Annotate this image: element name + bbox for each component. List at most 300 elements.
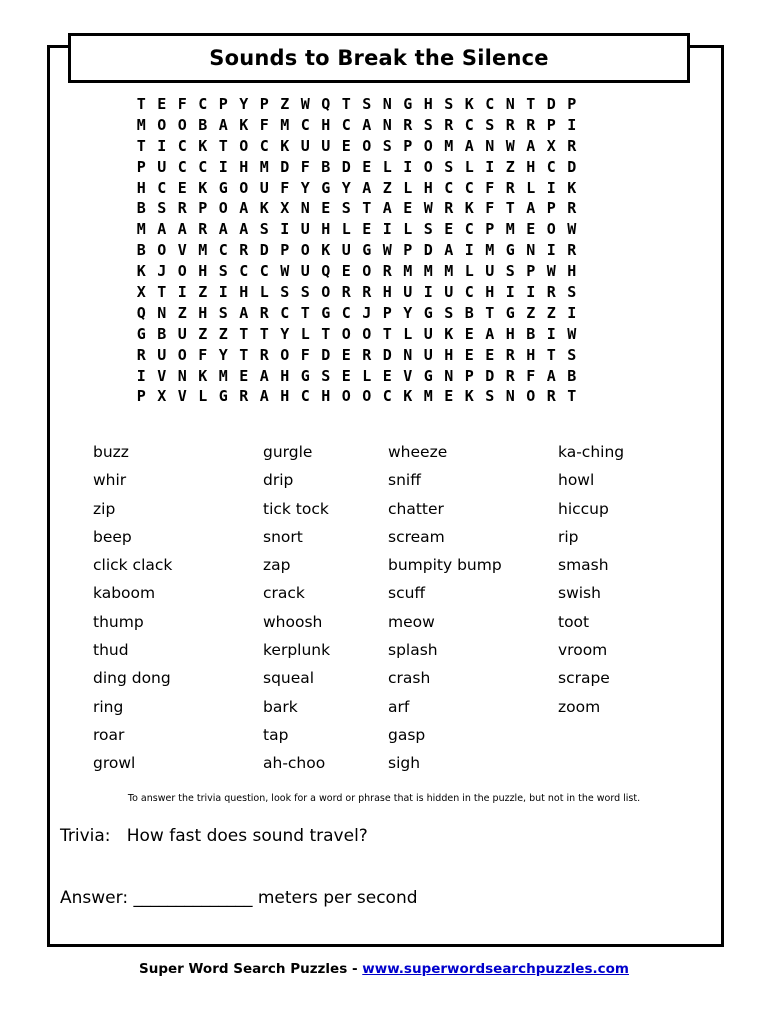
grid-letter: K — [444, 324, 454, 343]
grid-letter: C — [464, 115, 474, 134]
grid-row — [131, 219, 582, 240]
word-list-item: whir — [93, 471, 127, 490]
grid-letter: U — [259, 178, 269, 197]
word-list-item: scream — [388, 527, 445, 546]
grid-letter: B — [136, 241, 146, 260]
grid-letter: T — [505, 199, 515, 218]
grid-letter: Z — [280, 95, 290, 113]
grid-letter: H — [505, 324, 515, 343]
grid-letter: A — [464, 136, 474, 155]
grid-letter: M — [136, 220, 146, 239]
grid-letter: C — [464, 178, 474, 197]
grid-letter: X — [280, 199, 290, 218]
grid-letter: D — [259, 241, 269, 260]
grid-letter: A — [485, 324, 495, 343]
grid-letter: R — [505, 115, 515, 134]
grid-letter: H — [567, 262, 577, 281]
grid-letter: K — [321, 241, 331, 260]
grid-letter: H — [382, 283, 392, 302]
grid-letter: N — [505, 95, 515, 113]
grid-letter: K — [239, 115, 249, 134]
grid-letter: S — [567, 345, 577, 364]
grid-letter: R — [136, 345, 146, 364]
grid-letter: K — [464, 199, 474, 218]
grid-letter: P — [136, 387, 146, 406]
grid-letter: M — [485, 241, 495, 260]
grid-letter: A — [218, 115, 228, 134]
trivia-label: Trivia: — [60, 826, 111, 846]
grid-letter: S — [218, 303, 228, 322]
word-list-item: crack — [263, 584, 305, 603]
word-list-item: splash — [388, 641, 438, 660]
grid-letter: E — [403, 199, 413, 218]
grid-letter: D — [423, 241, 433, 260]
grid-row — [131, 136, 582, 157]
grid-letter: R — [362, 345, 372, 364]
grid-letter: T — [567, 387, 577, 406]
grid-letter: F — [300, 345, 310, 364]
grid-letter: U — [300, 262, 310, 281]
grid-letter: A — [444, 241, 454, 260]
grid-letter: I — [382, 220, 392, 239]
grid-letter: P — [464, 366, 474, 385]
grid-letter: H — [423, 178, 433, 197]
grid-letter: T — [321, 324, 331, 343]
grid-letter: A — [157, 220, 167, 239]
grid-letter: F — [198, 345, 208, 364]
grid-letter: F — [177, 95, 187, 113]
grid-letter: S — [567, 283, 577, 302]
grid-letter: S — [444, 95, 454, 113]
word-list-item: whoosh — [263, 612, 323, 631]
grid-letter: O — [177, 262, 187, 281]
grid-letter: R — [239, 241, 249, 260]
grid-letter: I — [218, 157, 228, 176]
grid-letter: T — [239, 324, 249, 343]
grid-letter: C — [464, 220, 474, 239]
grid-letter: S — [444, 303, 454, 322]
grid-letter: N — [444, 366, 454, 385]
grid-letter: N — [485, 136, 495, 155]
grid-letter: G — [505, 241, 515, 260]
grid-letter: S — [321, 366, 331, 385]
grid-letter: Y — [280, 324, 290, 343]
grid-letter: G — [362, 241, 372, 260]
grid-letter: H — [239, 157, 249, 176]
grid-letter: Z — [505, 157, 515, 176]
grid-letter: A — [177, 220, 187, 239]
grid-letter: L — [526, 178, 536, 197]
grid-letter: Y — [300, 178, 310, 197]
grid-letter: O — [423, 157, 433, 176]
word-list-item: thud — [93, 641, 129, 660]
grid-letter: U — [423, 345, 433, 364]
grid-letter: I — [218, 283, 228, 302]
grid-letter: P — [546, 115, 556, 134]
grid-letter: G — [403, 95, 413, 113]
grid-letter: F — [485, 178, 495, 197]
grid-letter: H — [526, 157, 536, 176]
grid-letter: O — [280, 345, 290, 364]
grid-letter: H — [280, 366, 290, 385]
word-list-item: zip — [93, 499, 116, 518]
grid-letter: G — [321, 303, 331, 322]
grid-letter: P — [546, 199, 556, 218]
grid-letter: B — [157, 324, 167, 343]
grid-letter: R — [177, 199, 187, 218]
grid-letter: O — [546, 220, 556, 239]
grid-letter: L — [382, 157, 392, 176]
grid-letter: L — [403, 220, 413, 239]
trivia-question: How fast does sound travel? — [126, 826, 368, 846]
grid-letter: I — [546, 178, 556, 197]
word-list-item: rip — [558, 527, 579, 546]
grid-letter: F — [300, 157, 310, 176]
grid-letter: H — [485, 283, 495, 302]
grid-letter: N — [403, 345, 413, 364]
grid-letter: N — [177, 366, 187, 385]
title-box — [68, 33, 690, 83]
word-list-item: arf — [388, 697, 410, 716]
word-column — [558, 438, 624, 721]
grid-letter: S — [444, 157, 454, 176]
grid-letter: F — [280, 178, 290, 197]
grid-letter: L — [300, 324, 310, 343]
grid-letter: U — [300, 136, 310, 155]
grid-letter: O — [341, 387, 351, 406]
grid-letter: W — [567, 220, 577, 239]
word-list-item: vroom — [558, 641, 608, 660]
word-list-item: thump — [93, 612, 144, 631]
grid-letter: G — [300, 366, 310, 385]
grid-letter: H — [280, 387, 290, 406]
word-list-item: bark — [263, 697, 298, 716]
grid-letter: R — [505, 178, 515, 197]
grid-letter: C — [177, 157, 187, 176]
grid-letter: T — [218, 136, 228, 155]
grid-letter: U — [321, 136, 331, 155]
grid-letter: C — [546, 157, 556, 176]
grid-letter: O — [157, 241, 167, 260]
page-title: Sounds to Break the Silence — [209, 46, 549, 70]
grid-letter: M — [218, 366, 228, 385]
grid-letter: I — [546, 241, 556, 260]
grid-letter: P — [198, 199, 208, 218]
grid-letter: R — [444, 115, 454, 134]
grid-letter: H — [423, 95, 433, 113]
grid-letter: S — [280, 283, 290, 302]
grid-letter: S — [300, 283, 310, 302]
grid-letter: H — [444, 345, 454, 364]
grid-letter: B — [136, 199, 146, 218]
grid-letter: S — [485, 115, 495, 134]
footer — [0, 961, 768, 977]
grid-row — [131, 178, 582, 199]
grid-letter: D — [321, 345, 331, 364]
grid-letter: S — [259, 220, 269, 239]
grid-letter: O — [239, 178, 249, 197]
grid-letter: C — [177, 136, 187, 155]
grid-letter: D — [280, 157, 290, 176]
grid-letter: D — [382, 345, 392, 364]
grid-row — [131, 282, 582, 303]
word-list-item: ding dong — [93, 669, 171, 688]
grid-letter: K — [464, 387, 474, 406]
grid-letter: O — [341, 324, 351, 343]
grid-letter: G — [136, 324, 146, 343]
grid-row — [131, 345, 582, 366]
grid-letter: C — [198, 157, 208, 176]
grid-letter: N — [300, 199, 310, 218]
word-list-item: bumpity bump — [388, 556, 502, 575]
word-column — [388, 438, 502, 778]
grid-letter: T — [300, 303, 310, 322]
grid-letter: D — [341, 157, 351, 176]
grid-letter: I — [280, 220, 290, 239]
grid-letter: T — [136, 136, 146, 155]
word-list-item: smash — [558, 556, 609, 575]
grid-letter: K — [403, 387, 413, 406]
grid-letter: L — [403, 178, 413, 197]
grid-letter: G — [218, 178, 228, 197]
grid-letter: D — [546, 95, 556, 113]
grid-letter: C — [259, 136, 269, 155]
word-list-item: beep — [93, 527, 132, 546]
grid-letter: R — [444, 199, 454, 218]
grid-letter: W — [505, 136, 515, 155]
grid-letter: O — [526, 387, 536, 406]
grid-letter: C — [300, 115, 310, 134]
answer-label: Answer: — [60, 888, 129, 908]
grid-letter: A — [239, 199, 249, 218]
word-list-item: zap — [263, 556, 291, 575]
grid-letter: Z — [218, 324, 228, 343]
grid-letter: E — [157, 95, 167, 113]
word-list-item: scrape — [558, 669, 610, 688]
grid-letter: I — [136, 366, 146, 385]
grid-letter: V — [157, 366, 167, 385]
grid-letter: Z — [198, 283, 208, 302]
word-list-item: snort — [263, 527, 303, 546]
grid-letter: S — [157, 199, 167, 218]
grid-letter: C — [198, 95, 208, 113]
grid-letter: B — [321, 157, 331, 176]
grid-letter: M — [505, 220, 515, 239]
grid-letter: I — [485, 157, 495, 176]
grid-letter: U — [485, 262, 495, 281]
grid-letter: C — [464, 283, 474, 302]
grid-letter: S — [218, 262, 228, 281]
grid-letter: K — [280, 136, 290, 155]
grid-letter: H — [321, 220, 331, 239]
grid-row — [131, 198, 582, 219]
grid-letter: S — [423, 115, 433, 134]
grid-letter: N — [382, 95, 392, 113]
trivia-instruction: To answer the trivia question, look for a word or phrase that is hidden in the puzzle, but not in the word list. — [127, 793, 641, 804]
word-list-item: gurgle — [263, 443, 313, 461]
grid-letter: K — [198, 366, 208, 385]
grid-letter: R — [567, 136, 577, 155]
grid-row — [131, 324, 582, 345]
grid-letter: D — [485, 366, 495, 385]
grid-letter: X — [136, 283, 146, 302]
grid-row — [131, 240, 582, 261]
grid-letter: T — [341, 95, 351, 113]
grid-letter: C — [341, 303, 351, 322]
word-list-item: wheeze — [388, 443, 448, 461]
grid-letter: Q — [136, 303, 146, 322]
grid-letter: H — [526, 345, 536, 364]
grid-letter: U — [177, 324, 187, 343]
grid-letter: O — [362, 136, 372, 155]
grid-letter: Z — [546, 303, 556, 322]
grid-letter: T — [546, 345, 556, 364]
word-list-item: tap — [263, 725, 289, 744]
grid-letter: Q — [321, 95, 331, 113]
grid-letter: P — [403, 136, 413, 155]
grid-letter: O — [362, 262, 372, 281]
grid-letter: Y — [403, 303, 413, 322]
grid-letter: E — [464, 345, 474, 364]
word-list-item: click clack — [93, 556, 173, 575]
grid-letter: Z — [177, 303, 187, 322]
grid-letter: R — [546, 387, 556, 406]
grid-row — [131, 94, 582, 115]
letter-grid — [131, 94, 582, 407]
grid-letter: B — [198, 115, 208, 134]
grid-letter: U — [444, 283, 454, 302]
grid-letter: E — [464, 324, 474, 343]
grid-letter: O — [239, 136, 249, 155]
grid-letter: P — [259, 95, 269, 113]
grid-letter: I — [567, 115, 577, 134]
grid-letter: A — [218, 220, 228, 239]
grid-letter: C — [382, 387, 392, 406]
word-list-item: ka-ching — [558, 443, 625, 461]
grid-letter: O — [423, 136, 433, 155]
grid-letter: Z — [526, 303, 536, 322]
word-list-item: gasp — [388, 725, 426, 744]
grid-letter: E — [362, 157, 372, 176]
grid-letter: P — [485, 220, 495, 239]
grid-letter: C — [218, 241, 228, 260]
grid-letter: X — [546, 136, 556, 155]
grid-letter: A — [259, 366, 269, 385]
grid-letter: R — [526, 115, 536, 134]
grid-letter: L — [259, 283, 269, 302]
grid-letter: A — [259, 387, 269, 406]
grid-letter: F — [526, 366, 536, 385]
grid-letter: E — [362, 220, 372, 239]
grid-letter: A — [526, 199, 536, 218]
grid-letter: L — [464, 157, 474, 176]
grid-letter: T — [526, 95, 536, 113]
word-list-item: ring — [93, 697, 124, 716]
grid-letter: E — [485, 345, 495, 364]
word-list-item: meow — [388, 612, 435, 631]
grid-letter: T — [485, 303, 495, 322]
word-column — [93, 438, 172, 778]
grid-letter: K — [136, 262, 146, 281]
grid-letter: U — [423, 324, 433, 343]
grid-row — [131, 366, 582, 387]
grid-letter: N — [526, 241, 536, 260]
grid-letter: H — [321, 387, 331, 406]
grid-row — [131, 157, 582, 178]
grid-letter: S — [423, 220, 433, 239]
grid-letter: Z — [382, 178, 392, 197]
grid-letter: O — [300, 241, 310, 260]
grid-letter: I — [567, 303, 577, 322]
grid-letter: Y — [218, 345, 228, 364]
grid-letter: G — [423, 366, 433, 385]
grid-letter: L — [198, 387, 208, 406]
grid-letter: Y — [341, 178, 351, 197]
grid-letter: C — [157, 178, 167, 197]
grid-letter: I — [177, 283, 187, 302]
grid-letter: O — [321, 283, 331, 302]
grid-letter: Z — [198, 324, 208, 343]
grid-letter: U — [157, 157, 167, 176]
grid-letter: T — [362, 199, 372, 218]
grid-letter: G — [505, 303, 515, 322]
grid-letter: Q — [321, 262, 331, 281]
grid-letter: R — [505, 366, 515, 385]
grid-letter: T — [382, 324, 392, 343]
word-list-item: ah-choo — [263, 754, 326, 773]
grid-letter: J — [157, 262, 167, 281]
grid-letter: R — [362, 283, 372, 302]
grid-letter: C — [444, 178, 454, 197]
grid-letter: G — [218, 387, 228, 406]
word-list-item: scuff — [388, 584, 426, 603]
grid-letter: L — [464, 262, 474, 281]
grid-letter: H — [136, 178, 146, 197]
grid-letter: P — [382, 303, 392, 322]
footer-separator: - — [351, 961, 358, 977]
grid-letter: E — [239, 366, 249, 385]
grid-letter: B — [464, 303, 474, 322]
word-list-item: chatter — [388, 499, 444, 518]
grid-letter: M — [259, 157, 269, 176]
grid-letter: R — [505, 345, 515, 364]
grid-row — [131, 261, 582, 282]
grid-letter: M — [280, 115, 290, 134]
grid-letter: M — [444, 136, 454, 155]
footer-link[interactable]: www.superwordsearchpuzzles.com — [362, 961, 629, 977]
grid-letter: O — [362, 324, 372, 343]
grid-letter: N — [157, 303, 167, 322]
grid-letter: O — [177, 345, 187, 364]
grid-letter: J — [362, 303, 372, 322]
grid-letter: I — [505, 283, 515, 302]
word-list-item: hiccup — [558, 499, 609, 518]
word-list-item: kaboom — [93, 584, 156, 603]
word-list-item: kerplunk — [263, 641, 331, 660]
grid-letter: I — [464, 241, 474, 260]
grid-letter: R — [341, 283, 351, 302]
word-list-item: buzz — [93, 443, 129, 461]
footer-site-name: Super Word Search Puzzles — [139, 961, 348, 977]
grid-letter: U — [403, 283, 413, 302]
grid-letter: S — [382, 136, 392, 155]
grid-letter: I — [546, 324, 556, 343]
grid-letter: P — [136, 157, 146, 176]
grid-letter: U — [341, 241, 351, 260]
grid-letter: H — [198, 262, 208, 281]
grid-letter: R — [259, 303, 269, 322]
grid-letter: R — [198, 220, 208, 239]
